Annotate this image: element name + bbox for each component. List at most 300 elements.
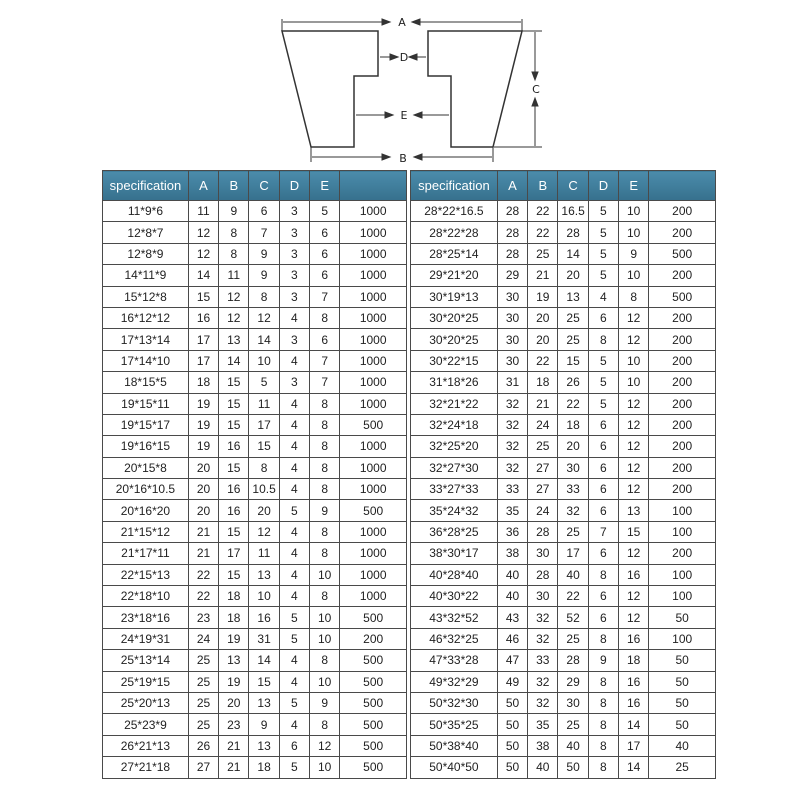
cell-e: 8 xyxy=(310,479,340,500)
table-row xyxy=(103,564,407,585)
header-c: C xyxy=(249,171,279,201)
cell-a: 46 xyxy=(497,628,527,649)
cell-c: 25 xyxy=(558,714,588,735)
table-row xyxy=(103,735,407,756)
cell-c: 15 xyxy=(249,436,279,457)
cell-d: 3 xyxy=(279,372,309,393)
cell-b: 19 xyxy=(219,671,249,692)
table-row xyxy=(411,457,716,478)
table-row xyxy=(411,586,716,607)
table-row xyxy=(103,436,407,457)
cell-e: 10 xyxy=(619,350,649,371)
cell-b: 16 xyxy=(219,436,249,457)
cell-specification: 28*22*16.5 xyxy=(411,201,498,222)
header-d: D xyxy=(279,171,309,201)
header-b: B xyxy=(219,171,249,201)
cell-e: 10 xyxy=(619,372,649,393)
cell-b: 11 xyxy=(219,265,249,286)
a-arrow-left xyxy=(382,19,390,25)
cell-d: 4 xyxy=(279,671,309,692)
cell-specification: 36*28*25 xyxy=(411,521,498,542)
cell-c: 28 xyxy=(558,650,588,671)
cell-e: 6 xyxy=(310,222,340,243)
cell-b: 12 xyxy=(219,286,249,307)
table-row xyxy=(103,692,407,713)
cell-a: 20 xyxy=(188,457,218,478)
cell-c: 9 xyxy=(249,243,279,264)
cell-e: 16 xyxy=(619,692,649,713)
spec-table-right xyxy=(410,170,716,779)
cell-c: 25 xyxy=(558,628,588,649)
cell-b: 20 xyxy=(528,329,558,350)
cell-c: 9 xyxy=(249,714,279,735)
cell-c: 30 xyxy=(558,692,588,713)
cell-c: 13 xyxy=(249,692,279,713)
cell-a: 30 xyxy=(497,286,527,307)
table-row xyxy=(103,222,407,243)
cell-c: 33 xyxy=(558,479,588,500)
cell-specification: 25*20*13 xyxy=(103,692,189,713)
cell-d: 8 xyxy=(588,628,618,649)
cell-d: 5 xyxy=(279,757,309,778)
cell-e: 12 xyxy=(619,414,649,435)
header-specification: specification xyxy=(411,171,498,201)
cell-c: 7 xyxy=(249,222,279,243)
cell-e: 8 xyxy=(310,714,340,735)
e-arrow-left xyxy=(385,112,393,118)
cell-specification: 25*23*9 xyxy=(103,714,189,735)
cell-e: 9 xyxy=(310,500,340,521)
cell-quantity: 1000 xyxy=(340,564,407,585)
cell-b: 35 xyxy=(528,714,558,735)
cell-d: 3 xyxy=(279,222,309,243)
cell-d: 6 xyxy=(588,586,618,607)
cell-d: 4 xyxy=(279,414,309,435)
cell-quantity: 500 xyxy=(340,692,407,713)
cell-b: 30 xyxy=(528,543,558,564)
cell-specification: 30*19*13 xyxy=(411,286,498,307)
cell-specification: 50*35*25 xyxy=(411,714,498,735)
d-arrow-left xyxy=(390,54,398,60)
cell-b: 38 xyxy=(528,735,558,756)
cell-d: 4 xyxy=(279,393,309,414)
cell-c: 10 xyxy=(249,350,279,371)
cell-a: 32 xyxy=(497,414,527,435)
cell-specification: 20*16*10.5 xyxy=(103,479,189,500)
cell-e: 12 xyxy=(619,329,649,350)
cell-e: 8 xyxy=(310,393,340,414)
cell-c: 40 xyxy=(558,735,588,756)
cell-specification: 18*15*5 xyxy=(103,372,189,393)
cell-a: 47 xyxy=(497,650,527,671)
table-row xyxy=(411,479,716,500)
cell-a: 12 xyxy=(188,222,218,243)
table-row xyxy=(103,393,407,414)
cell-d: 6 xyxy=(588,436,618,457)
cell-specification: 28*25*14 xyxy=(411,243,498,264)
cell-specification: 27*21*18 xyxy=(103,757,189,778)
cell-d: 8 xyxy=(588,735,618,756)
cell-specification: 11*9*6 xyxy=(103,201,189,222)
table-row xyxy=(411,222,716,243)
cell-specification: 19*15*11 xyxy=(103,393,189,414)
cell-quantity: 200 xyxy=(649,372,716,393)
cell-d: 8 xyxy=(588,692,618,713)
cell-c: 12 xyxy=(249,307,279,328)
table-row xyxy=(411,671,716,692)
cell-quantity: 500 xyxy=(340,671,407,692)
cell-a: 21 xyxy=(188,543,218,564)
cell-d: 3 xyxy=(279,265,309,286)
cell-e: 17 xyxy=(619,735,649,756)
cell-specification: 43*32*52 xyxy=(411,607,498,628)
cell-e: 10 xyxy=(619,265,649,286)
table-row xyxy=(411,564,716,585)
cell-quantity: 100 xyxy=(649,500,716,521)
cell-a: 19 xyxy=(188,414,218,435)
table-row xyxy=(103,201,407,222)
cell-c: 17 xyxy=(249,414,279,435)
cell-specification: 38*30*17 xyxy=(411,543,498,564)
cell-c: 18 xyxy=(558,414,588,435)
cell-a: 26 xyxy=(188,735,218,756)
cell-c: 32 xyxy=(558,500,588,521)
cell-a: 49 xyxy=(497,671,527,692)
table-row xyxy=(103,265,407,286)
cell-d: 5 xyxy=(588,350,618,371)
cell-e: 10 xyxy=(310,607,340,628)
spec-table-left-body xyxy=(103,201,407,779)
cell-a: 25 xyxy=(188,714,218,735)
table-row xyxy=(103,286,407,307)
spec-table-right-body xyxy=(411,201,716,779)
table-row xyxy=(103,521,407,542)
table-row xyxy=(411,372,716,393)
table-row xyxy=(411,265,716,286)
cell-a: 43 xyxy=(497,607,527,628)
cell-specification: 25*13*14 xyxy=(103,650,189,671)
cell-a: 14 xyxy=(188,265,218,286)
cell-quantity: 40 xyxy=(649,735,716,756)
cell-a: 32 xyxy=(497,393,527,414)
cell-d: 5 xyxy=(279,500,309,521)
cell-specification: 32*27*30 xyxy=(411,457,498,478)
label-e: E xyxy=(400,109,408,122)
cell-e: 8 xyxy=(310,436,340,457)
cell-c: 8 xyxy=(249,286,279,307)
table-row xyxy=(103,372,407,393)
cell-c: 13 xyxy=(249,564,279,585)
cell-e: 8 xyxy=(310,414,340,435)
a-arrow-right xyxy=(412,19,420,25)
cell-specification: 46*32*25 xyxy=(411,628,498,649)
cell-d: 5 xyxy=(588,393,618,414)
d-arrow-right xyxy=(409,54,417,60)
cell-specification: 21*15*12 xyxy=(103,521,189,542)
cell-quantity: 1000 xyxy=(340,307,407,328)
cell-e: 7 xyxy=(310,350,340,371)
cell-e: 8 xyxy=(310,521,340,542)
cell-quantity: 1000 xyxy=(340,436,407,457)
cell-quantity: 500 xyxy=(649,286,716,307)
cell-specification: 40*28*40 xyxy=(411,564,498,585)
cell-a: 33 xyxy=(497,479,527,500)
cell-quantity: 1000 xyxy=(340,521,407,542)
cell-specification: 30*20*25 xyxy=(411,307,498,328)
cell-d: 5 xyxy=(588,243,618,264)
cell-c: 28 xyxy=(558,222,588,243)
cell-e: 10 xyxy=(619,201,649,222)
cell-quantity: 200 xyxy=(649,307,716,328)
cell-e: 10 xyxy=(619,222,649,243)
cell-e: 12 xyxy=(619,457,649,478)
cell-e: 10 xyxy=(310,628,340,649)
cell-b: 19 xyxy=(219,628,249,649)
cell-quantity: 500 xyxy=(340,735,407,756)
cell-c: 29 xyxy=(558,671,588,692)
cell-a: 12 xyxy=(188,243,218,264)
cell-e: 12 xyxy=(619,607,649,628)
table-row xyxy=(411,500,716,521)
cell-c: 22 xyxy=(558,586,588,607)
cell-specification: 30*20*25 xyxy=(411,329,498,350)
cell-c: 25 xyxy=(558,329,588,350)
cell-quantity: 100 xyxy=(649,628,716,649)
cell-d: 4 xyxy=(279,586,309,607)
cell-c: 10 xyxy=(249,586,279,607)
cell-c: 11 xyxy=(249,393,279,414)
cell-specification: 15*12*8 xyxy=(103,286,189,307)
cell-d: 4 xyxy=(279,714,309,735)
cell-b: 21 xyxy=(219,735,249,756)
e-arrow-right xyxy=(414,112,422,118)
cell-a: 20 xyxy=(188,479,218,500)
cell-b: 18 xyxy=(219,586,249,607)
header-row xyxy=(411,171,716,201)
table-row xyxy=(103,500,407,521)
cell-quantity: 1000 xyxy=(340,586,407,607)
cell-a: 50 xyxy=(497,692,527,713)
table-row xyxy=(103,457,407,478)
header-c: C xyxy=(558,171,588,201)
cell-e: 9 xyxy=(310,692,340,713)
cell-specification: 40*30*22 xyxy=(411,586,498,607)
label-d: D xyxy=(399,51,409,64)
cell-b: 23 xyxy=(219,714,249,735)
header-quantity xyxy=(649,171,716,201)
cell-c: 20 xyxy=(558,265,588,286)
cell-quantity: 200 xyxy=(649,457,716,478)
cell-a: 40 xyxy=(497,564,527,585)
cell-quantity: 1000 xyxy=(340,265,407,286)
cell-b: 15 xyxy=(219,564,249,585)
cell-b: 16 xyxy=(219,479,249,500)
label-c: C xyxy=(532,83,540,96)
cell-specification: 28*22*28 xyxy=(411,222,498,243)
cell-specification: 30*22*15 xyxy=(411,350,498,371)
cell-b: 15 xyxy=(219,457,249,478)
cell-b: 32 xyxy=(528,607,558,628)
cell-specification: 35*24*32 xyxy=(411,500,498,521)
cell-b: 15 xyxy=(219,393,249,414)
cell-a: 15 xyxy=(188,286,218,307)
cell-d: 4 xyxy=(279,564,309,585)
cell-b: 24 xyxy=(528,500,558,521)
cell-quantity: 200 xyxy=(649,350,716,371)
cell-b: 28 xyxy=(528,521,558,542)
cell-c: 14 xyxy=(558,243,588,264)
cell-a: 31 xyxy=(497,372,527,393)
cell-a: 29 xyxy=(497,265,527,286)
cell-quantity: 200 xyxy=(649,543,716,564)
cell-d: 5 xyxy=(279,607,309,628)
cell-quantity: 1000 xyxy=(340,372,407,393)
cell-a: 17 xyxy=(188,329,218,350)
cell-a: 30 xyxy=(497,307,527,328)
cell-c: 25 xyxy=(558,521,588,542)
cell-specification: 50*32*30 xyxy=(411,692,498,713)
header-a: A xyxy=(188,171,218,201)
cell-d: 4 xyxy=(279,436,309,457)
cell-c: 15 xyxy=(558,350,588,371)
cell-b: 32 xyxy=(528,671,558,692)
header-quantity xyxy=(340,171,407,201)
table-row xyxy=(411,329,716,350)
cell-quantity: 1000 xyxy=(340,243,407,264)
cell-b: 22 xyxy=(528,350,558,371)
cell-quantity: 1000 xyxy=(340,479,407,500)
cell-d: 8 xyxy=(588,671,618,692)
cell-b: 21 xyxy=(528,265,558,286)
cell-d: 6 xyxy=(279,735,309,756)
cell-e: 6 xyxy=(310,329,340,350)
b-arrow-left xyxy=(382,154,390,160)
cell-quantity: 1000 xyxy=(340,201,407,222)
cell-d: 3 xyxy=(279,286,309,307)
header-b: B xyxy=(528,171,558,201)
cell-a: 36 xyxy=(497,521,527,542)
cell-specification: 17*14*10 xyxy=(103,350,189,371)
cell-b: 20 xyxy=(219,692,249,713)
cell-quantity: 1000 xyxy=(340,543,407,564)
cell-e: 8 xyxy=(619,286,649,307)
cell-quantity: 500 xyxy=(340,650,407,671)
table-row xyxy=(411,757,716,778)
cell-b: 8 xyxy=(219,243,249,264)
spec-table-left xyxy=(102,170,407,779)
cell-a: 28 xyxy=(497,243,527,264)
cell-a: 22 xyxy=(188,564,218,585)
cell-quantity: 200 xyxy=(649,222,716,243)
cell-specification: 31*18*26 xyxy=(411,372,498,393)
cell-d: 8 xyxy=(588,329,618,350)
cell-quantity: 200 xyxy=(649,329,716,350)
cell-a: 19 xyxy=(188,436,218,457)
cell-quantity: 500 xyxy=(340,500,407,521)
cell-e: 7 xyxy=(310,286,340,307)
cell-a: 35 xyxy=(497,500,527,521)
cell-e: 13 xyxy=(619,500,649,521)
table-row xyxy=(411,350,716,371)
cell-e: 15 xyxy=(619,521,649,542)
b-arrow-right xyxy=(414,154,422,160)
cell-specification: 21*17*11 xyxy=(103,543,189,564)
cell-c: 18 xyxy=(249,757,279,778)
cell-specification: 25*19*15 xyxy=(103,671,189,692)
cell-b: 12 xyxy=(219,307,249,328)
cell-b: 17 xyxy=(219,543,249,564)
cell-c: 6 xyxy=(249,201,279,222)
cell-specification: 23*18*16 xyxy=(103,607,189,628)
cell-a: 32 xyxy=(497,436,527,457)
cell-e: 12 xyxy=(619,436,649,457)
cell-d: 8 xyxy=(588,757,618,778)
cell-quantity: 1000 xyxy=(340,350,407,371)
cell-c: 40 xyxy=(558,564,588,585)
table-row xyxy=(411,393,716,414)
cell-a: 24 xyxy=(188,628,218,649)
cell-c: 5 xyxy=(249,372,279,393)
table-row xyxy=(411,414,716,435)
table-row xyxy=(103,329,407,350)
cell-e: 8 xyxy=(310,307,340,328)
table-row xyxy=(411,607,716,628)
cell-d: 6 xyxy=(588,479,618,500)
table-row xyxy=(103,757,407,778)
cell-quantity: 200 xyxy=(340,628,407,649)
cell-quantity: 50 xyxy=(649,692,716,713)
cell-e: 12 xyxy=(619,479,649,500)
cell-c: 31 xyxy=(249,628,279,649)
cell-e: 12 xyxy=(619,586,649,607)
cell-a: 11 xyxy=(188,201,218,222)
header-specification: specification xyxy=(103,171,189,201)
cell-d: 5 xyxy=(588,201,618,222)
cell-specification: 32*25*20 xyxy=(411,436,498,457)
table-row xyxy=(103,650,407,671)
cell-b: 25 xyxy=(528,243,558,264)
cell-c: 14 xyxy=(249,329,279,350)
bushing-outline xyxy=(282,31,522,147)
cell-e: 6 xyxy=(310,243,340,264)
cell-a: 25 xyxy=(188,692,218,713)
cell-b: 15 xyxy=(219,372,249,393)
cell-d: 6 xyxy=(588,500,618,521)
cell-c: 20 xyxy=(558,436,588,457)
cell-e: 8 xyxy=(310,457,340,478)
table-row xyxy=(411,286,716,307)
c-arrow-top xyxy=(532,72,538,80)
cell-b: 21 xyxy=(219,757,249,778)
cell-e: 12 xyxy=(619,543,649,564)
cell-specification: 17*13*14 xyxy=(103,329,189,350)
cell-e: 7 xyxy=(310,372,340,393)
cell-e: 14 xyxy=(619,714,649,735)
cell-b: 15 xyxy=(219,521,249,542)
dimension-diagram xyxy=(0,0,800,170)
cell-b: 27 xyxy=(528,479,558,500)
cell-e: 8 xyxy=(310,543,340,564)
cell-a: 16 xyxy=(188,307,218,328)
table-row xyxy=(103,414,407,435)
cell-specification: 49*32*29 xyxy=(411,671,498,692)
cell-a: 50 xyxy=(497,735,527,756)
cell-quantity: 1000 xyxy=(340,286,407,307)
cell-e: 8 xyxy=(310,650,340,671)
cell-d: 4 xyxy=(279,457,309,478)
cell-b: 9 xyxy=(219,201,249,222)
cell-a: 40 xyxy=(497,586,527,607)
